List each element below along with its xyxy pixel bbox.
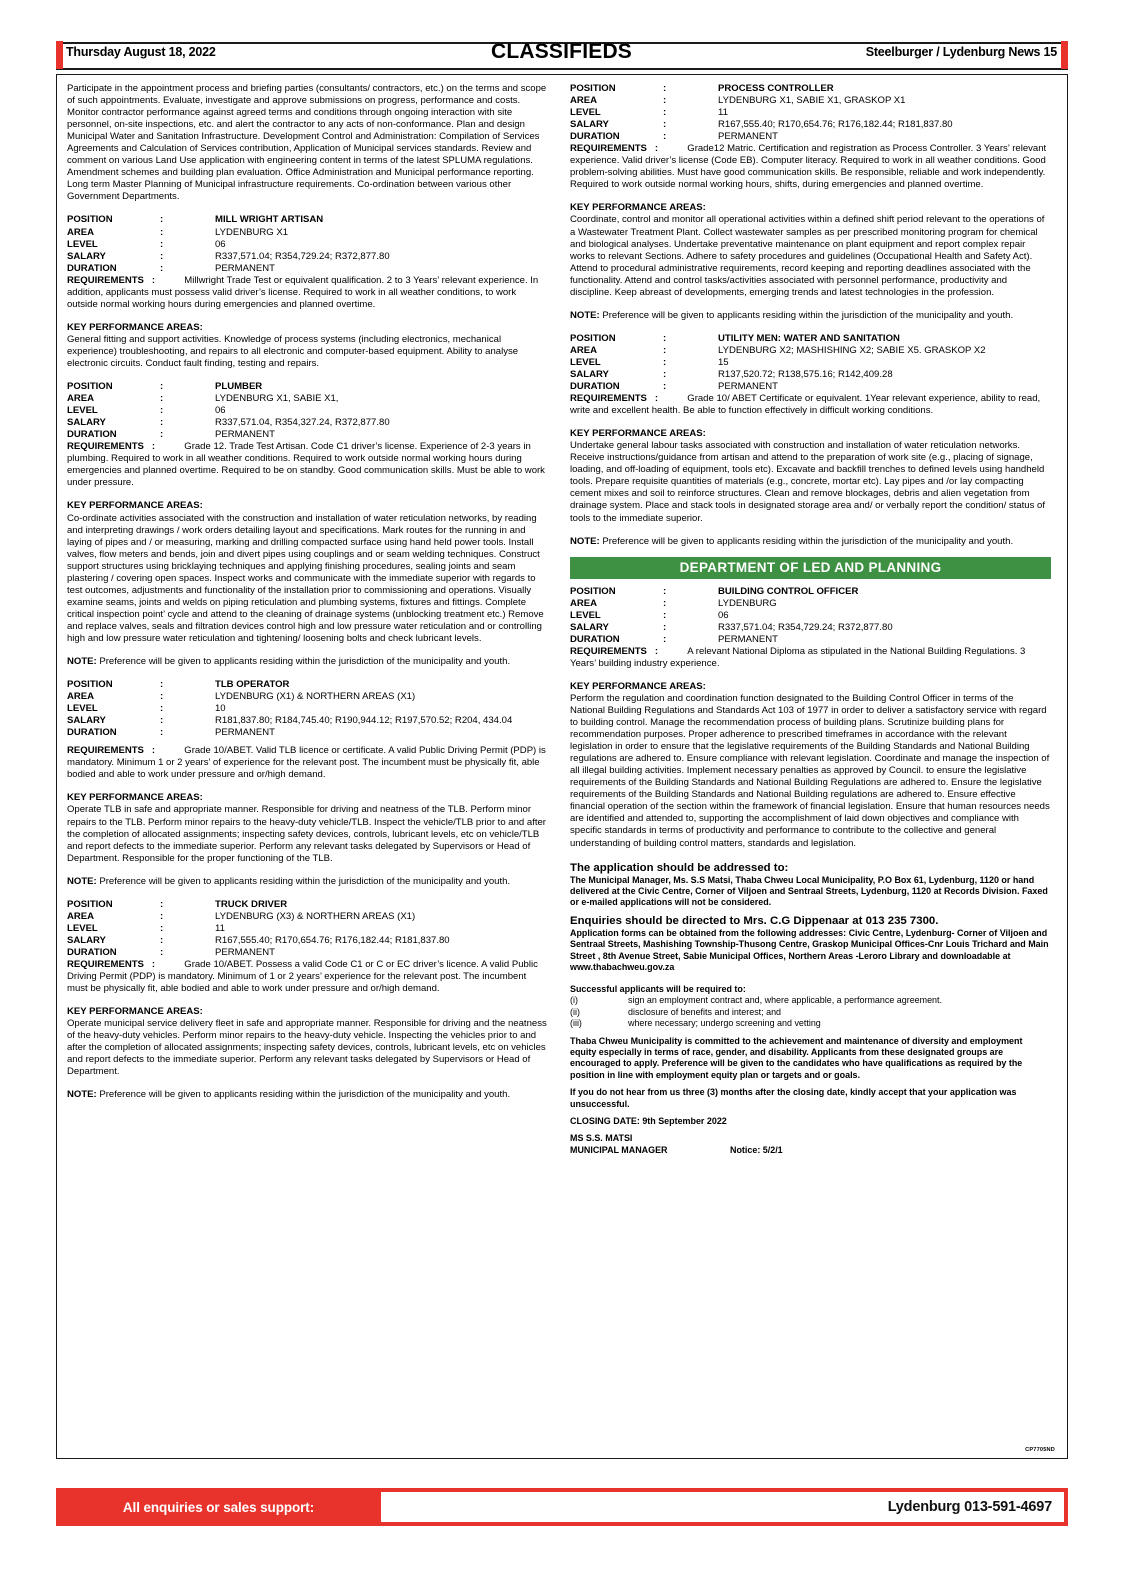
kpa-heading: KEY PERFORMANCE AREAS: — [570, 680, 706, 692]
spec-colon: : — [160, 922, 164, 934]
spec-row-level — [570, 610, 1051, 622]
job-spec-table — [67, 214, 548, 274]
spec-label-duration: DURATION — [570, 131, 620, 143]
spec-colon: : — [160, 910, 164, 922]
spec-value-level: 15 — [718, 356, 729, 368]
note-prefix: NOTE: — [570, 309, 600, 321]
spec-label-salary: SALARY — [570, 368, 609, 380]
spec-label-area: AREA — [67, 393, 95, 405]
spec-label-duration: DURATION — [67, 946, 117, 958]
note-prefix: NOTE: — [67, 656, 97, 668]
spec-label-position: POSITION — [570, 585, 616, 597]
job-spec-table — [67, 381, 548, 441]
note-text: Preference will be given to applicants residing within the jurisdiction of the municipality and youth. — [602, 309, 1014, 321]
spec-row-area — [67, 227, 548, 239]
employment-equity-statement: Thaba Chweu Municipality is committed to the achievement and maintenance of diversity and employment equity especially in terms of race, gender, and disability. Applicants from these designated groups are encouraged to apply. Preference will be given to the candidates who have qualifications as required by the position in line with employment equity plan or targets and or goals. — [570, 1035, 1023, 1080]
spec-label-salary: SALARY — [570, 621, 609, 633]
kpa-text: Co-ordinate activities associated with the construction and installation of water reticulation networks, by reading and interpreting drawings / work orders detailing layout and specifications. Mark routes for the running in and laying of pipes and / or measuring, marking and drilling compacted surface using hand held power tools. Install valves, flow meters and bends, join and divert pipes using couplings and or seam welding techniques. Construct support structures using bricklaying techniques and applying finishing procedures, sealing joints and seam plastering / covering open spaces. Inspect works and communicate with the immediate superior with regards to test outcomes, adjustments and functionality of the installation prior to commissioning and operations. Visually examine seams, joints and welds on piping reticulation and plumbing systems, fixtures and fittings. Complete critical inspection point’ cycle and attend to the cleaning of drainage systems (unblocking treatment etc.) Remove and replace valves, seals and filtration devices control high and low pressure water reticulation and or controlling high and low pressure water reticulation and tightening/ loosening bolts and check lubricant levels. — [67, 512, 544, 644]
requirements-rest: of 2-3 years in plumbing. Required to work in all weather conditions. Required to work outside normal working hours during emergencies and planned overtime. Required to be on standby. Good communication skills. Must be able to work under pressure. — [67, 441, 545, 489]
spec-label-area: AREA — [67, 226, 95, 238]
requirements-rest: Driving Permit (PDP) is mandatory. Minimum 1 or 2 years’ of experience for the relevant post. The incumbent must be physically fit, able bodied and able to work under pressure and or/high demand. — [67, 745, 546, 781]
spec-colon: : — [663, 119, 667, 131]
requirements-rest: Regulations. 3 Years’ building industry experience. — [570, 645, 1026, 669]
note-block — [570, 310, 1051, 322]
intro-paragraph: Participate in the appointment process and briefing parties (consultants/ contractors, etc.) on the terms and scope of such appointments. Evaluate, investigate and approve submissions on progress, performance and costs. Monitor contractor performance against agreed terms and conditions through ongoing interaction with site personnel, on-site inspections, etc. and alert the contractor to any acts of non-conformance. Plan and design Municipal Water and Sanitation Infrastructure. Development Control and Administration: Compilation of Services Agreements and Calculation of Services contribution, Application of Municipal services standards. Review and comment on various Land Use application with engineering content in terms of the latest SPLUMA regulations. Amendment schemes and building plan evaluation. Office Administration and Municipal performance reporting. Long term Master Planning of Municipal infrastructure requirements. Co-ordination between various other Government Departments. — [67, 83, 547, 203]
requirements-first-line: Grade 10/ ABET Certificate or equivalent. 1Year relevant experience, — [687, 393, 979, 405]
requirements-block — [67, 441, 548, 489]
spec-colon: : — [160, 214, 164, 226]
spec-label-position: POSITION — [67, 898, 113, 910]
spec-label-duration: DURATION — [67, 429, 117, 441]
spec-row-position — [67, 214, 548, 226]
spec-colon: : — [663, 585, 667, 597]
spec-colon: : — [663, 621, 667, 633]
list-item-text: disclosure of benefits and interest; and — [628, 1006, 782, 1017]
note-text: Preference will be given to applicants residing within the jurisdiction of the municipality and youth. — [99, 656, 511, 668]
footer-contact: Lydenburg 013-591-4697 — [381, 1492, 1064, 1522]
spec-label-position: POSITION — [570, 83, 616, 94]
requirements-block — [67, 745, 548, 781]
spec-colon: : — [654, 393, 659, 405]
spec-colon: : — [160, 898, 164, 910]
kpa-text: Perform the regulation and coordination function designated to the Building Control Officer in terms of the National Building Regulations and Standards Act 103 of 1977 in order to deliver a satisfactory service with regard to building control. Manage the recommendation process of building plans. Scrutinize building plans for recommendation purposes. Proper adherence to prescribed timeframes in accordance with the relevant legislation in order to ensure that the legislative requirements of the Building Standards and National Building regulations are adhered to. Ensure compliance with relevant legislation. Coordinate and manage the inspection of all illegal building activities. Implement necessary penalties as approved by Council. to ensure the legislative requirements of the Building Standards and National Building Regulations are adhered to. Ensure the legislative requirements of the Building Standards and National Building regulations are adhered to. Ensure effective financial operation of the section within the framework of financial legislation. Ensure that human resources needs are identified and attended to, supporting the accomplishment of laid down objectives and compliance with specific standards in terms of productivity and performance to contribute to the collective and general understanding of building control matters, standards and legislation. — [570, 692, 1050, 849]
left-column — [67, 83, 548, 1452]
spec-value-salary: R167,555.40; R170,654.76; R176,182.44; R181,837.80 — [718, 119, 953, 131]
spec-label-level: LEVEL — [67, 922, 98, 934]
requirements-first-line: Millwright Trade Test or equivalent qualification. 2 to 3 Years’ — [184, 274, 439, 286]
spec-row-duration — [570, 131, 1051, 143]
spec-value-position: PROCESS CONTROLLER — [718, 83, 834, 94]
spec-label-level: LEVEL — [67, 238, 98, 250]
spec-row-level — [67, 239, 548, 251]
spec-label-position: POSITION — [67, 679, 113, 691]
spec-value-area: LYDENBURG X1, SABIE X1, GRASKOP X1 — [718, 95, 906, 107]
spec-value-salary: R137,520.72; R138,575.16; R142,409.28 — [718, 368, 893, 380]
spec-colon: : — [160, 691, 164, 703]
spec-label-requirements: REQUIREMENTS — [67, 274, 144, 286]
spec-label-duration: DURATION — [570, 633, 620, 645]
kpa-heading: KEY PERFORMANCE AREAS: — [67, 500, 203, 512]
spec-colon: : — [663, 131, 667, 143]
spec-value-duration: PERMANENT — [215, 262, 275, 274]
application-address-body: The Municipal Manager, Ms. S.S Matsi, Thaba Chweu Local Municipality, P.O Box 61, Lydenburg, 1120 or hand delivered at the Civic Centre, Corner of Viljoen and Sentraal Streets, Lydenburg, 1120 at Records Division. Faxed or e-mailed applications will not be considered. — [570, 874, 1048, 907]
spec-colon: : — [160, 405, 164, 417]
spec-row-position — [67, 679, 548, 691]
requirements-rest: relevant experience. In addition, applicants must possess valid driver’s license. Required to work in all weather conditions, to work outside normal working hours during emergencies and planned overtime. — [67, 274, 539, 310]
signatory-name: MS S.S. MATSI — [570, 1133, 633, 1144]
list-item — [570, 1018, 1051, 1029]
requirements-rest: ability to read, write and excellent health. Be able to function effectively in difficult working conditions. — [570, 393, 1041, 417]
spec-row-salary — [67, 935, 548, 947]
spec-colon: : — [151, 745, 156, 757]
spec-value-position: TRUCK DRIVER — [215, 898, 288, 910]
spec-row-area — [570, 345, 1051, 357]
kpa-text: Undertake general labour tasks associated with construction and installation of water reticulation networks. Receive instructions/guidance from artisan and attend to the preparation of work site (e.g., placing of signage, loading, and off-loading of equipment, tools etc). Excavate and backfill trenches to defined levels using handheld tools. Prepare requisite quantities of materials (e.g., concrete, mortar etc). Lay pipes and /or lay compacting cement mixes and soil to reinforce structures. Clean and remove blockages, debris and alien vegetation from drainage system. Place and stack tools in designated storage area and/ or verbally report the condition/ status of tools to the immediate superior. — [570, 440, 1045, 524]
application-address-heading: The application should be addressed to: — [570, 861, 789, 874]
spec-label-position: POSITION — [67, 381, 113, 393]
spec-colon: : — [663, 83, 667, 94]
spec-row-position — [570, 586, 1051, 598]
note-block — [67, 876, 548, 888]
spec-label-salary: SALARY — [67, 715, 106, 727]
requirements-first-line: Grade12 Matric. Certification and registration as Process Controller. — [687, 143, 974, 155]
spec-value-duration: PERMANENT — [718, 633, 778, 645]
spec-colon: : — [160, 381, 164, 393]
notice-reference: Notice: 5/2/1 — [730, 1144, 783, 1155]
unsuccessful-statement: If you do not hear from us three (3) months after the closing date, kindly accept that your application was unsuccessful. — [570, 1087, 1017, 1109]
spec-row-duration — [67, 263, 548, 275]
spec-colon: : — [151, 441, 156, 453]
spec-row-position — [67, 381, 548, 393]
note-prefix: NOTE: — [570, 535, 600, 547]
spec-colon: : — [663, 609, 667, 621]
spec-colon: : — [160, 429, 164, 441]
spec-colon: : — [663, 368, 667, 380]
spec-value-duration: PERMANENT — [718, 381, 778, 393]
spec-colon: : — [160, 703, 164, 715]
spec-value-duration: PERMANENT — [215, 727, 275, 739]
requirements-first-line: Grade 10/ABET. Valid TLB licence or certificate. A valid Public — [184, 745, 445, 757]
requirements-rest: 3 Years’ relevant experience. Valid driver’s license (Code EB). Computer literacy. Required to work in all weather conditions. Good problem-solving abilities. Must have good communication skills. Be responsible, reliable and work independently. Required to work outside normal working hours, shifts, during emergencies and planned overtime. — [570, 143, 1047, 191]
spec-colon: : — [160, 715, 164, 727]
list-item-number: (i) — [570, 995, 578, 1006]
spec-value-position: PLUMBER — [215, 381, 263, 393]
requirements-block — [67, 275, 548, 311]
spec-colon: : — [654, 645, 659, 657]
spec-colon: : — [654, 143, 659, 155]
spec-row-salary — [570, 369, 1051, 381]
note-text: Preference will be given to applicants residing within the jurisdiction of the municipality and youth. — [602, 535, 1014, 547]
spec-row-area — [67, 691, 548, 703]
note-block — [67, 656, 548, 668]
spec-label-area: AREA — [570, 344, 598, 356]
spec-value-level: 06 — [718, 609, 729, 621]
job-spec-table — [67, 899, 548, 959]
successful-applicants-heading: Successful applicants will be required to: — [570, 984, 746, 994]
spec-value-salary: R337,571.04; R354,729.24; R372,877.80 — [718, 621, 893, 633]
print-code-mark: CP7705ND — [1025, 1447, 1055, 1453]
spec-label-salary: SALARY — [67, 934, 106, 946]
spec-row-area — [67, 911, 548, 923]
spec-colon: : — [160, 393, 164, 405]
spec-colon: : — [663, 356, 667, 368]
job-spec-table — [67, 679, 548, 739]
spec-value-level: 06 — [215, 238, 226, 250]
spec-value-salary: R167,555.40; R170,654.76; R176,182.44; R181,837.80 — [215, 934, 450, 946]
requirements-block — [570, 393, 1051, 417]
list-item-text: sign an employment contract and, where applicable, a performance agreement. — [628, 995, 942, 1006]
spec-value-area: LYDENBURG X2; MASHISHING X2; SABIE X5. GRASKOP X2 — [718, 344, 986, 356]
spec-label-requirements: REQUIREMENTS — [67, 959, 144, 970]
spec-row-duration — [67, 429, 548, 441]
spec-label-requirements: REQUIREMENTS — [570, 645, 647, 657]
spec-label-duration: DURATION — [67, 727, 117, 739]
spec-row-level — [570, 357, 1051, 369]
spec-colon: : — [160, 946, 164, 958]
spec-colon: : — [160, 727, 164, 739]
note-block — [570, 536, 1051, 548]
spec-label-requirements: REQUIREMENTS — [67, 745, 144, 757]
spec-label-area: AREA — [570, 95, 598, 107]
spec-value-position: BUILDING CONTROL OFFICER — [718, 585, 859, 597]
spec-value-duration: PERMANENT — [215, 429, 275, 441]
page-title: CLASSIFIEDS — [490, 40, 633, 63]
job-spec-table — [570, 333, 1051, 393]
list-item-number: (iii) — [570, 1018, 582, 1029]
list-item — [570, 995, 1051, 1006]
spec-value-area: LYDENBURG (X3) & NORTHERN AREAS (X1) — [215, 910, 416, 922]
successful-applicants-list — [570, 995, 1051, 1029]
spec-colon: : — [663, 332, 667, 344]
spec-value-level: 11 — [215, 922, 225, 934]
spec-label-level: LEVEL — [570, 107, 601, 119]
footer-banner — [56, 1488, 1068, 1526]
spec-colon: : — [160, 250, 164, 262]
requirements-first-line: A relevant National Diploma as stipulated in the National Building — [687, 645, 962, 657]
spec-label-position: POSITION — [570, 332, 616, 344]
spec-label-duration: DURATION — [67, 262, 117, 274]
kpa-heading: KEY PERFORMANCE AREAS: — [570, 428, 706, 440]
spec-value-level: 06 — [215, 405, 226, 417]
list-item — [570, 1007, 1051, 1018]
spec-label-salary: SALARY — [67, 417, 106, 429]
spec-colon: : — [160, 417, 164, 429]
list-item-text: where necessary; undergo screening and vetting — [628, 1018, 821, 1029]
note-text: Preference will be given to applicants residing within the jurisdiction of the municipality and youth. — [99, 1089, 511, 1101]
kpa-text: Operate TLB in safe and appropriate manner. Responsible for driving and neatness of the TLB. Perform minor repairs to the TLB. Perform minor repairs to the heavy-duty vehicle/TLB. Inspect the vehicle/TLB prior to and after the completion of allocated assignments; inspecting safety devices, controls, lubricant levels, etc on vehicle/TLB and report defects to the immediate superior. Perform any relevant tasks delegated by Supervisors or Head of Department. Responsible for the proper functioning of the TLB. — [67, 804, 546, 864]
requirements-first-line: Grade 10/ABET. Possess a valid Code C1 or C or EC driver’s licence. — [184, 959, 479, 970]
spec-row-level — [67, 923, 548, 935]
spec-value-duration: PERMANENT — [215, 946, 275, 958]
spec-colon: : — [663, 633, 667, 645]
classifieds-content-box — [56, 74, 1068, 1459]
job-spec-table — [570, 586, 1051, 646]
spec-row-area — [570, 95, 1051, 107]
spec-row-position — [67, 899, 548, 911]
spec-label-level: LEVEL — [570, 609, 601, 621]
spec-colon: : — [663, 597, 667, 609]
masthead-date: Thursday August 18, 2022 — [66, 45, 216, 59]
kpa-text: Coordinate, control and monitor all operational activities within a defined shift period relevant to the operations of a Wastewater Treatment Plant. Collect wastewater samples as per prescribed monitoring program for chemical and biological analyses. Undertake preventative maintenance on plant equipment and report complex repair works to relevant Sections. Adhere to safety procedures and guidelines (Occupational Health and Safety Act). Attend to procedural administrative requirements, record keeping and reporting deadlines associated with the functionality. Attend and control tasks/activities associated with personnel performance, productivity and discipline. Keep abreast of developments, emerging trends and latest technologies in the profession. — [570, 214, 1045, 298]
kpa-text: Operate municipal service delivery fleet in safe and appropriate manner. Responsible for driving and the neatness of the heavy-duty vehicles. Perform minor repairs to the heavy-duty vehicle. Inspecting the vehicles prior to and after the completion of allocated assignments; inspecting safety devices, controls, lubricant levels, etc on vehicles and report defects to the immediate superior. Perform any relevant tasks delegated by Supervisors or Head of Department. — [67, 1018, 547, 1078]
signatory-title: MUNICIPAL MANAGER — [570, 1144, 668, 1155]
spec-colon: : — [151, 959, 156, 970]
spec-colon: : — [663, 381, 667, 393]
department-banner: DEPARTMENT OF LED AND PLANNING — [570, 557, 1051, 579]
spec-value-level: 10 — [215, 703, 226, 715]
spec-value-area: LYDENBURG X1, SABIE X1, — [215, 393, 339, 405]
spec-row-salary — [570, 622, 1051, 634]
list-item-number: (ii) — [570, 1006, 580, 1017]
requirements-rest: A valid Public Driving Permit (PDP) is mandatory. Minimum of 1 or 2 years’ experience for the relevant post. The incumbent must be physically fit, able bodied and able to work under pressure and or/high demand. — [67, 959, 538, 995]
spec-label-salary: SALARY — [570, 119, 609, 131]
spec-row-salary — [67, 715, 548, 727]
spec-label-area: AREA — [67, 691, 95, 703]
spec-row-duration — [67, 727, 548, 739]
spec-colon: : — [160, 679, 164, 691]
note-text: Preference will be given to applicants residing within the jurisdiction of the municipality and youth. — [99, 875, 511, 887]
spec-value-area: LYDENBURG (X1) & NORTHERN AREAS (X1) — [215, 691, 416, 703]
closing-date: CLOSING DATE: 9th September 2022 — [570, 1116, 727, 1127]
spec-row-salary — [67, 417, 548, 429]
spec-colon: : — [160, 226, 164, 238]
spec-row-duration — [67, 947, 548, 959]
signatory-row — [570, 1145, 1051, 1156]
spec-colon: : — [663, 95, 667, 107]
spec-row-area — [67, 393, 548, 405]
requirements-block — [570, 143, 1051, 191]
footer-label: All enquiries or sales support: — [122, 1499, 315, 1515]
spec-colon: : — [663, 107, 667, 119]
spec-row-duration — [570, 634, 1051, 646]
requirements-block — [67, 959, 548, 995]
spec-value-salary: R181,837.80; R184,745.40; R190,944.12; R197,570.52; R204, 434.04 — [215, 715, 513, 727]
spec-row-area — [570, 598, 1051, 610]
spec-value-salary: R337,571.04, R354,327.24, R372,877.80 — [215, 417, 390, 429]
spec-label-level: LEVEL — [67, 703, 98, 715]
enquiries-body: Application forms can be obtained from the following addresses: Civic Centre, Lydenburg- Corner of Viljoen and Sentraal Streets, Mashishing Township-Thusong Centre, Graskop Municipal Offices-Cnr Louis Trichard and Main Street , 8th Avenue Street, Sabie Municipal Offices, Northern Areas -Leroro Library and downloadable at www.thabachweu.gov.za — [570, 928, 1049, 972]
spec-label-salary: SALARY — [67, 250, 106, 262]
spec-colon: : — [160, 934, 164, 946]
spec-value-area: LYDENBURG — [718, 597, 777, 609]
spec-label-duration: DURATION — [570, 381, 620, 393]
spec-colon: : — [160, 238, 164, 250]
spec-label-area: AREA — [570, 597, 598, 609]
note-block — [67, 1089, 548, 1101]
spec-label-position: POSITION — [67, 214, 113, 226]
spec-label-requirements: REQUIREMENTS — [67, 441, 144, 453]
requirements-block — [570, 646, 1051, 670]
spec-row-position — [570, 83, 1051, 95]
spec-label-level: LEVEL — [67, 405, 98, 417]
enquiries-heading: Enquiries should be directed to Mrs. C.G Dippenaar at 013 235 7300. — [570, 915, 939, 928]
kpa-heading: KEY PERFORMANCE AREAS: — [67, 321, 203, 333]
kpa-text: General fitting and support activities. Knowledge of process systems (including electronics, mechanical experience) troubleshooting, and repairs to all electronic and computer-based equipment. Ability to analyse electronic circuits. Conduct fault finding, testing and repairs. — [67, 333, 519, 369]
spec-label-area: AREA — [67, 910, 95, 922]
requirements-first-line: Grade 12. Trade Test Artisan. Code C1 driver’s license. Experience — [184, 441, 468, 453]
spec-value-area: LYDENBURG X1 — [215, 226, 289, 238]
masthead-rule-bottom — [56, 68, 1068, 70]
spec-colon: : — [151, 274, 156, 286]
job-spec-table — [570, 83, 1051, 143]
kpa-heading: KEY PERFORMANCE AREAS: — [67, 1006, 203, 1018]
spec-value-level: 11 — [718, 107, 728, 119]
spec-value-salary: R337,571.04; R354,729.24; R372,877.80 — [215, 250, 390, 262]
note-prefix: NOTE: — [67, 875, 97, 887]
spec-colon: : — [160, 262, 164, 274]
spec-value-position: TLB OPERATOR — [215, 679, 290, 691]
kpa-heading: KEY PERFORMANCE AREAS: — [67, 792, 203, 804]
spec-row-position — [570, 333, 1051, 345]
spec-row-salary — [570, 119, 1051, 131]
masthead-publication: Steelburger / Lydenburg News 15 — [865, 45, 1057, 59]
kpa-heading: KEY PERFORMANCE AREAS: — [570, 202, 706, 214]
spec-row-salary — [67, 251, 548, 263]
spec-value-duration: PERMANENT — [718, 131, 778, 143]
spec-value-position: UTILITY MEN: WATER AND SANITATION — [718, 332, 900, 344]
spec-row-level — [67, 405, 548, 417]
spec-label-requirements: REQUIREMENTS — [570, 393, 647, 405]
spec-colon: : — [663, 344, 667, 356]
note-prefix: NOTE: — [67, 1089, 97, 1101]
spec-row-level — [67, 703, 548, 715]
spec-value-position: MILL WRIGHT ARTISAN — [215, 214, 324, 226]
spec-label-level: LEVEL — [570, 356, 601, 368]
spec-label-requirements: REQUIREMENTS — [570, 143, 647, 155]
spec-row-duration — [570, 381, 1051, 393]
spec-row-level — [570, 107, 1051, 119]
right-column — [570, 83, 1051, 1452]
